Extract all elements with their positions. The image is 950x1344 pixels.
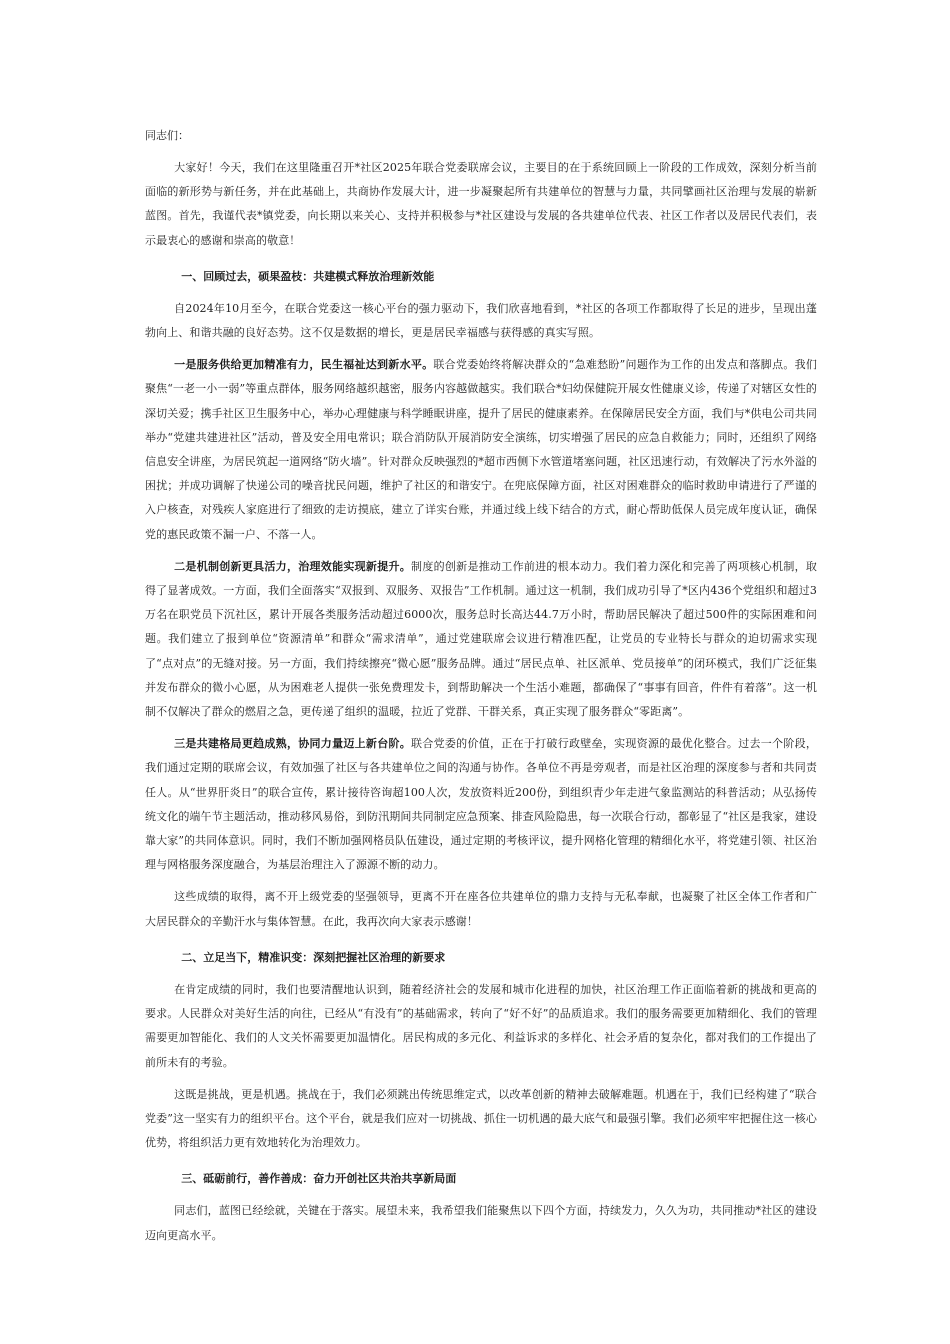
section-3-heading: 三、砥砺前行，善作善成：奋力开创社区共治共享新局面 bbox=[181, 1172, 457, 1186]
speech-document bbox=[145, 124, 817, 1248]
point-2-body: 制度的创新是推动工作前进的根本动力。我们着力深化和完善了两项核心机制，取得了显著成效。一方面，我们全面落实“双报到、双服务、双报告”工作机制。通过这一机制，我们成功引导了*区内436个党组织和超过3万名在职党员下沉社区，累计开展各类服务活动超过6000次，服务总时长高达44.7万小时，帮助居民解决了超过500件的实际困难和问题。我们建立了报到单位“资源清单”和群众“需求清单”，通过党建联席会议进行精准匹配，让党员的专业特长与群众的迫切需求实现了“点对点”的无缝对接。另一方面，我们持续擦亮“微心愿”服务品牌。通过“居民点单、社区派单、党员接单”的闭环模式，我们广泛征集并发布群众的微小心愿，从为困难老人提供一张免费理发卡，到帮助解决一个生活小难题，都确保了“事事有回音，件件有着落”。这一机制不仅解决了群众的燃眉之急，更传递了组织的温暖，拉近了党群、干群关系，真正实现了服务群众“零距离”。 bbox=[145, 559, 817, 719]
section-1-heading: 一、回顾过去，硕果盈枝：共建模式释放治理新效能 bbox=[181, 269, 435, 283]
point-1-lead: 一是服务供给更加精准有力，民生福祉达到新水平。 bbox=[174, 358, 434, 372]
section-1-intro: 自2024年10月至今，在联合党委这一核心平台的强力驱动下，我们欣喜地看到，*社区的各项工作都取得了长足的进步，呈现出蓬勃向上、和谐共融的良好态势。这不仅是数据的增长，更是居民幸福感与获得感的真实写照。 bbox=[145, 301, 817, 340]
point-3-paragraph bbox=[145, 732, 817, 877]
point-2-paragraph bbox=[145, 555, 817, 724]
point-2-lead: 二是机制创新更具活力，治理效能实现新提升。 bbox=[174, 559, 412, 573]
point-3-body: 联合党委的价值，正在于打破行政壁垒，实现资源的最优化整合。过去一个阶段，我们通过定期的联席会议，有效加强了社区与各共建单位之间的沟通与协作。各单位不再是旁观者，而是社区治理的深度参与者和共同责任人。从“世界肝炎日”的联合宣传，累计接待咨询超100人次，发放资料近200份，到组织青少年走进气象监测站的科普活动；从弘扬传统文化的端午节主题活动，推动移风易俗，到防汛期间共同制定应急预案、排查风险隐患，每一次联合行动，都彰显了“社区是我家，建设靠大家”的共同体意识。同时，我们不断加强网格员队伍建设，通过定期的考核评议，提升网格化管理的精细化水平，将党建引领、社区治理与网格服务深度融合，为基层治理注入了源源不断的动力。 bbox=[145, 737, 817, 872]
section-2-paragraph-2: 这既是挑战，更是机遇。挑战在于，我们必须跳出传统思维定式，以改革创新的精神去破解难题。机遇在于，我们已经构建了“联合党委”这一坚实有力的组织平台。这个平台，就是我们应对一切挑战、抓住一切机遇的最大底气和最强引擎。我们必须牢牢把握住这一核心优势，将组织活力更有效地转化为治理效力。 bbox=[145, 1087, 817, 1150]
intro-paragraph: 大家好！今天，我们在这里隆重召开*社区2025年联合党委联席会议，主要目的在于系统回顾上一阶段的工作成效，深刻分析当前面临的新形势与新任务，并在此基础上，共商协作发展大计，进一步凝聚起所有共建单位的智慧与力量，共同擘画社区治理与发展的崭新蓝图。首先，我谨代表*镇党委，向长期以来关心、支持并积极参与*社区建设与发展的各共建单位代表、社区工作者以及居民代表们，表示最衷心的感谢和崇高的敬意！ bbox=[145, 161, 817, 247]
point-1-body: 联合党委始终将解决群众的“急难愁盼”问题作为工作的出发点和落脚点。我们聚焦“一老一小一弱”等重点群体，服务网络越织越密，服务内容越做越实。我们联合*妇幼保健院开展女性健康义诊，传递了对辖区女性的深切关爱；携手社区卫生服务中心，举办心理健康与科学睡眠讲座，提升了居民的健康素养。在保障居民安全方面，我们与*供电公司共同举办“党建共建进社区”活动，普及安全用电常识；联合消防队开展消防安全演练，切实增强了居民的应急自救能力；同时，还组织了网络信息安全讲座，为居民筑起一道网络“防火墙”。针对群众反映强烈的*超市西侧下水管道堵塞问题，社区迅速行动，有效解决了污水外溢的困扰；并成功调解了快递公司的噪音扰民问题，维护了社区的和谐安宁。在兜底保障方面，社区对困难群众的临时救助申请进行了严谨的入户核查，对残疾人家庭进行了细致的走访摸底，建立了详实台账，并通过线上线下结合的方式，耐心帮助低保人员完成年度认证，确保党的惠民政策不漏一户、不落一人。 bbox=[145, 358, 817, 541]
section-2-heading: 二、立足当下，精准识变：深刻把握社区治理的新要求 bbox=[181, 950, 446, 964]
section-3-paragraph-1: 同志们，蓝图已经绘就，关键在于落实。展望未来，我希望我们能聚焦以下四个方面，持续发力，久久为功，共同推动*社区的建设迈向更高水平。 bbox=[145, 1204, 817, 1242]
greeting: 同志们： bbox=[145, 129, 189, 142]
point-3-lead: 三是共建格局更趋成熟，协同力量迈上新台阶。 bbox=[174, 737, 412, 751]
section-1-closing: 这些成绩的取得，离不开上级党委的坚强领导，更离不开在座各位共建单位的鼎力支持与无私奉献，也凝聚了社区全体工作者和广大居民群众的辛勤汗水与集体智慧。在此，我再次向大家表示感谢！ bbox=[145, 890, 817, 928]
section-2-paragraph-1: 在肯定成绩的同时，我们也要清醒地认识到，随着经济社会的发展和城市化进程的加快，社区治理工作正面临着新的挑战和更高的要求。人民群众对美好生活的向往，已经从“有没有”的基础需求，转向了“好不好”的品质追求。我们的服务需要更加精细化、我们的管理需要更加智能化、我们的人文关怀需要更加温情化。居民构成的多元化、利益诉求的多样化、社会矛盾的复杂化，都对我们的工作提出了前所未有的考验。 bbox=[145, 982, 817, 1069]
point-1-paragraph bbox=[145, 353, 817, 547]
